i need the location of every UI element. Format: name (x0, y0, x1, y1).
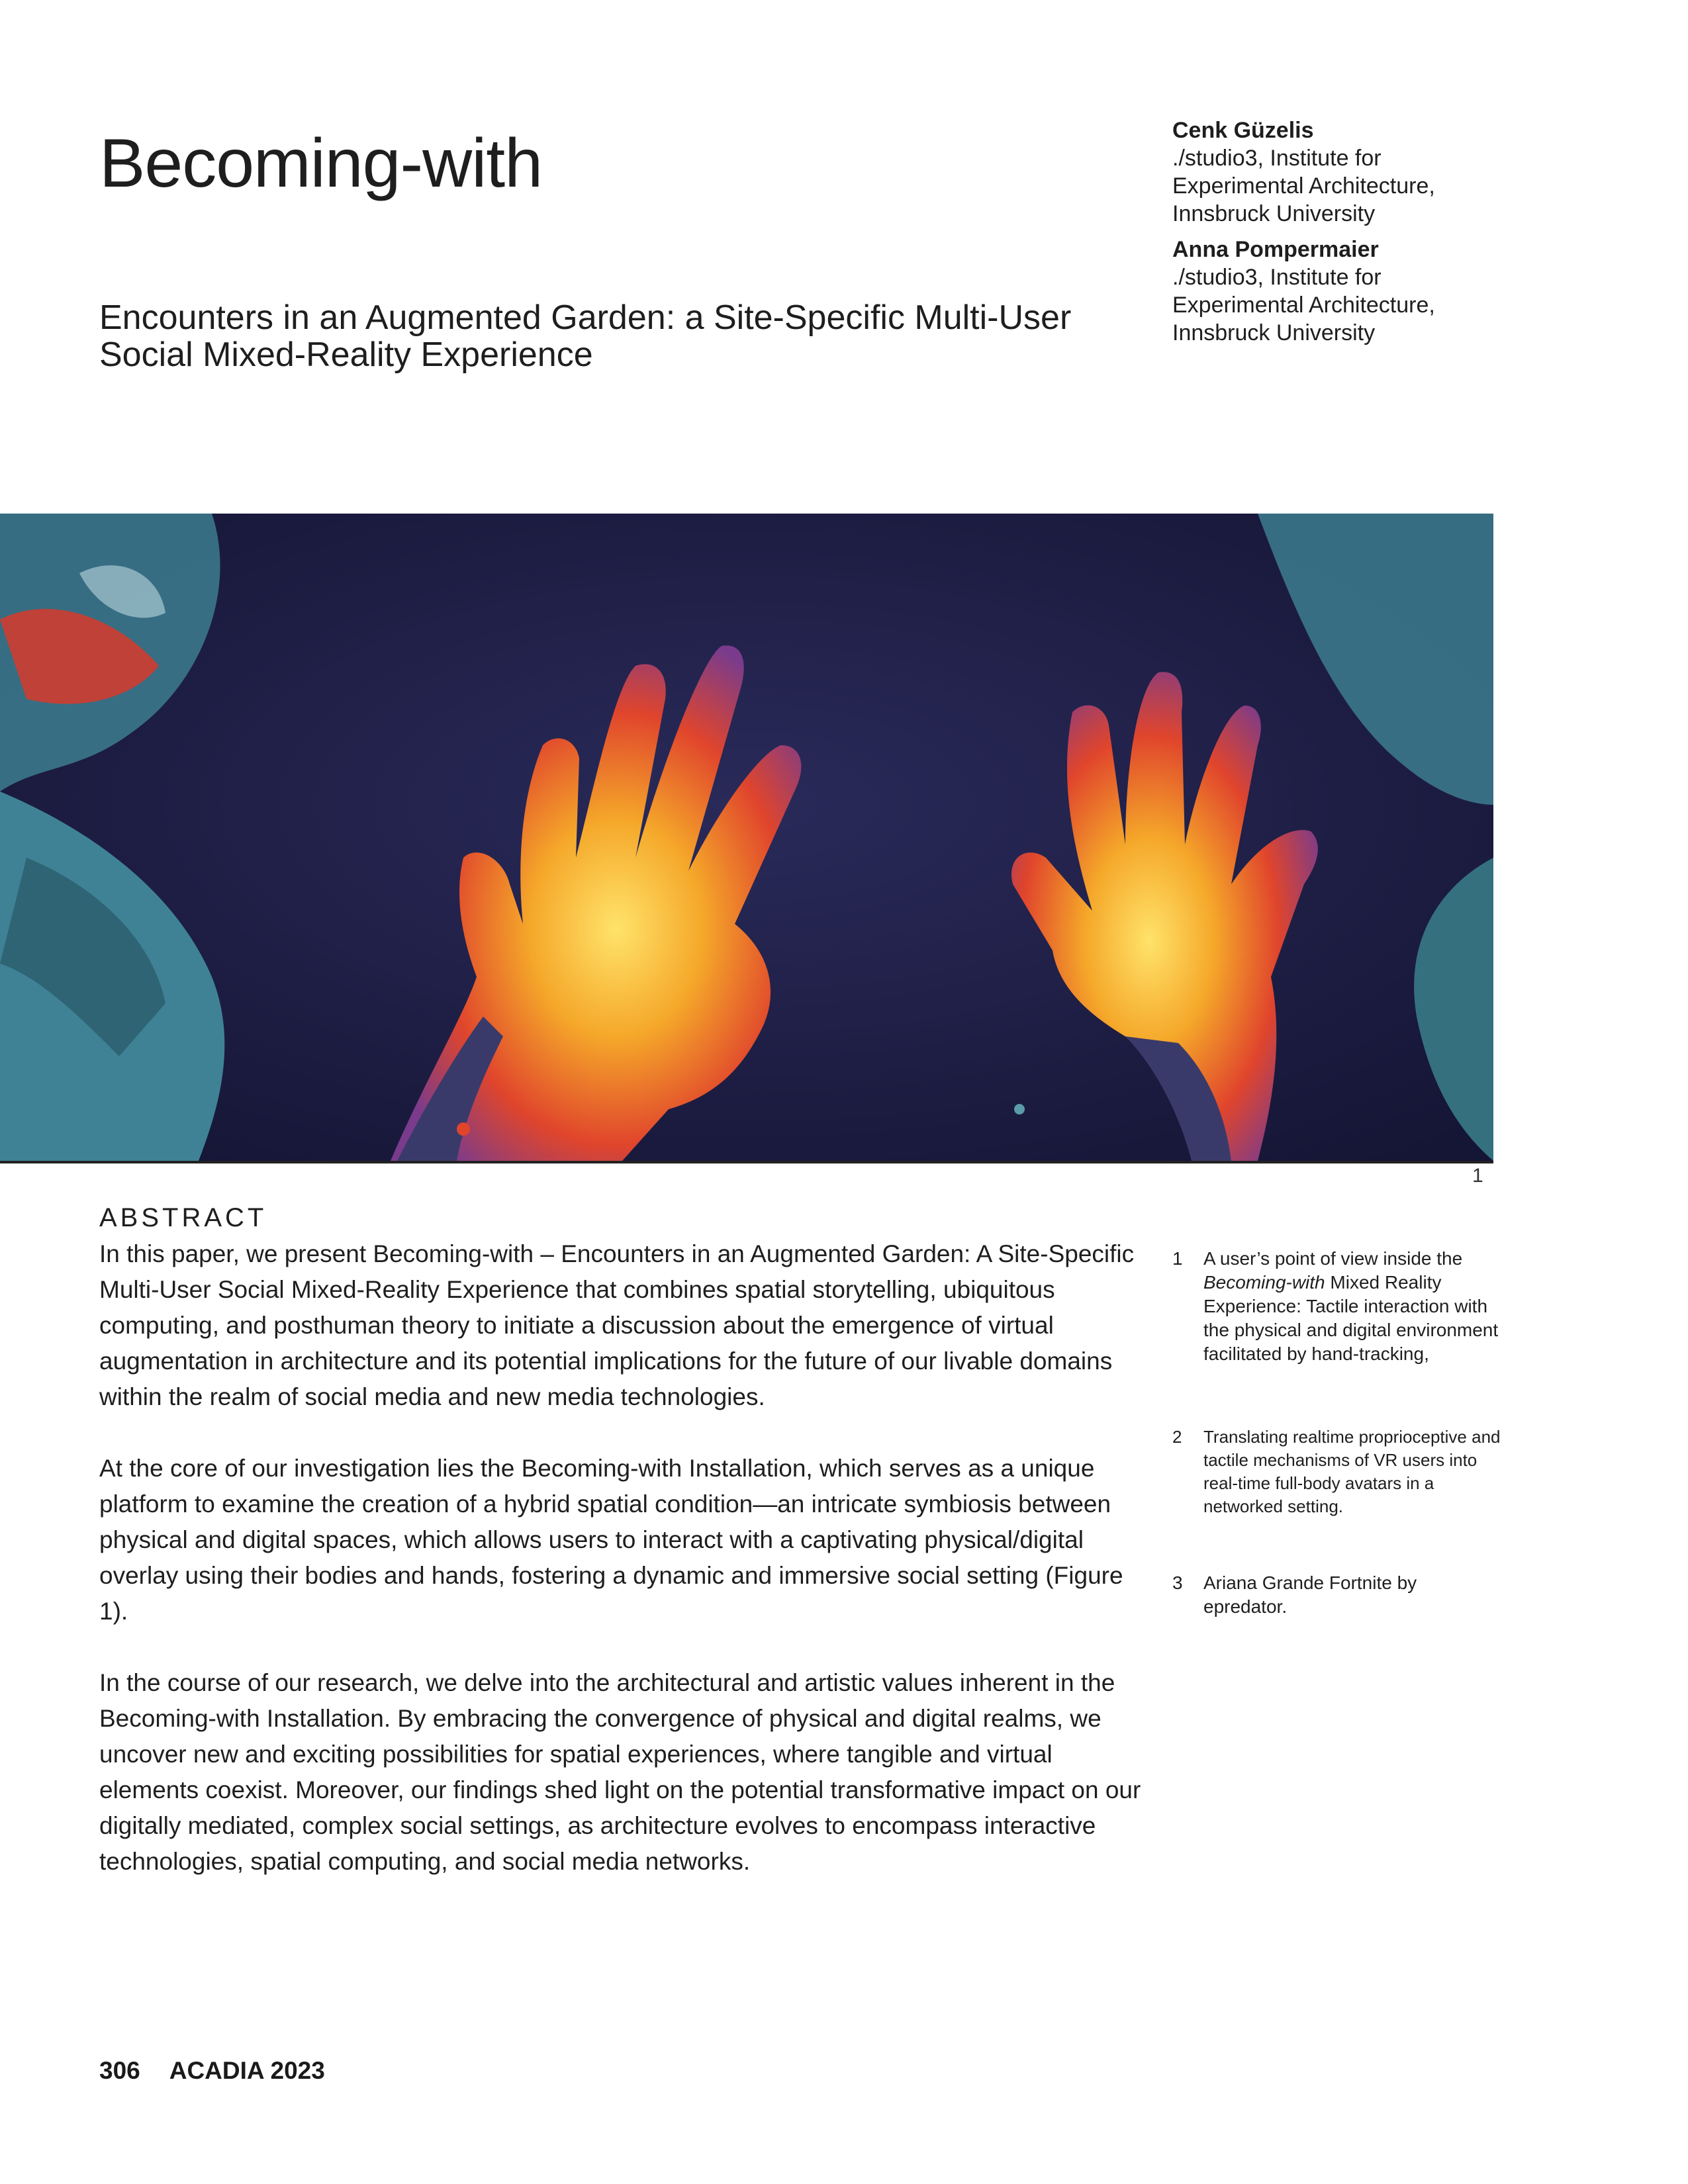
author-affiliation: Experimental Architecture, (1172, 173, 1435, 199)
abstract-paragraph: In the course of our research, we delve into the architectural and artistic values inherent in the Becoming-with Installation. By embracing the convergence of physical and digital realms, we uncover new and exciting possibilities for spatial experiences, where tangible and virtual elements coexist. Moreover, our findings shed light on the potential transformative impact on our digitally mediated, complex social settings, as architecture evolves to encompass interactive technologies, spatial computing, and social media networks. (99, 1669, 1141, 1875)
caption-text: A user’s point of view inside the Becoming-with Mixed Reality Experience: Tactile interaction with the physical and digital environment facilitated by hand-tracking, (1203, 1248, 1499, 1364)
author-name: Anna Pompermaier (1172, 237, 1379, 262)
hands-illustration (0, 514, 1493, 1161)
author-block (1172, 116, 1583, 228)
author-block (1172, 236, 1583, 347)
author-affiliation: Experimental Architecture, (1172, 293, 1435, 318)
caption-number: 2 (1172, 1427, 1182, 1447)
figure-number: 1 (1472, 1165, 1483, 1187)
conference-name: ACADIA 2023 (169, 2057, 325, 2084)
paper-subtitle: Encounters in an Augmented Garden: a Site-Specific Multi-User Social Mixed-Reality Experience (99, 298, 1072, 374)
caption-number: 3 (1172, 1572, 1183, 1593)
author-name: Cenk Güzelis (1172, 118, 1314, 143)
abstract-heading: ABSTRACT (99, 1203, 267, 1232)
caption-text: Translating realtime proprioceptive and tactile mechanisms of VR users into real-time full-body avatars in a networked setting. (1203, 1427, 1501, 1516)
page-number: 306 (99, 2057, 140, 2084)
author-affiliation: Innsbruck University (1172, 201, 1376, 226)
page-footer (99, 2057, 354, 2085)
abstract-paragraph: At the core of our investigation lies the Becoming-with Installation, which serves as a unique platform to examine the creation of a hybrid spatial condition—an intricate symbiosis between physical and digital spaces, which allows users to interact with a captivating physical/digital overlay using their bodies and hands, fostering a dynamic and immersive social setting (Figure 1). (99, 1455, 1123, 1625)
paper-title: Becoming-with (99, 125, 543, 202)
abstract-paragraph: In this paper, we present Becoming-with – Encounters in an Augmented Garden: A Site-Specific Multi-User Social Mixed-Reality Experience that combines spatial storytelling, ubiquitous computing, and posthuman theory to initiate a discussion about the emergence of virtual augmentation in architecture and its potential implications for the future of our livable domains within the realm of social media and new media technologies. (99, 1240, 1135, 1410)
caption-text: Ariana Grande Fortnite by epredator. (1203, 1572, 1417, 1617)
abstract-body (99, 1236, 1145, 1915)
figure-hands-image (0, 514, 1493, 1163)
caption-number: 1 (1172, 1248, 1183, 1269)
author-affiliation: Innsbruck University (1172, 320, 1376, 345)
caption-italic-title: Becoming-with (1203, 1272, 1325, 1293)
author-affiliation: ./studio3, Institute for (1172, 265, 1382, 290)
author-affiliation: ./studio3, Institute for (1172, 146, 1382, 171)
